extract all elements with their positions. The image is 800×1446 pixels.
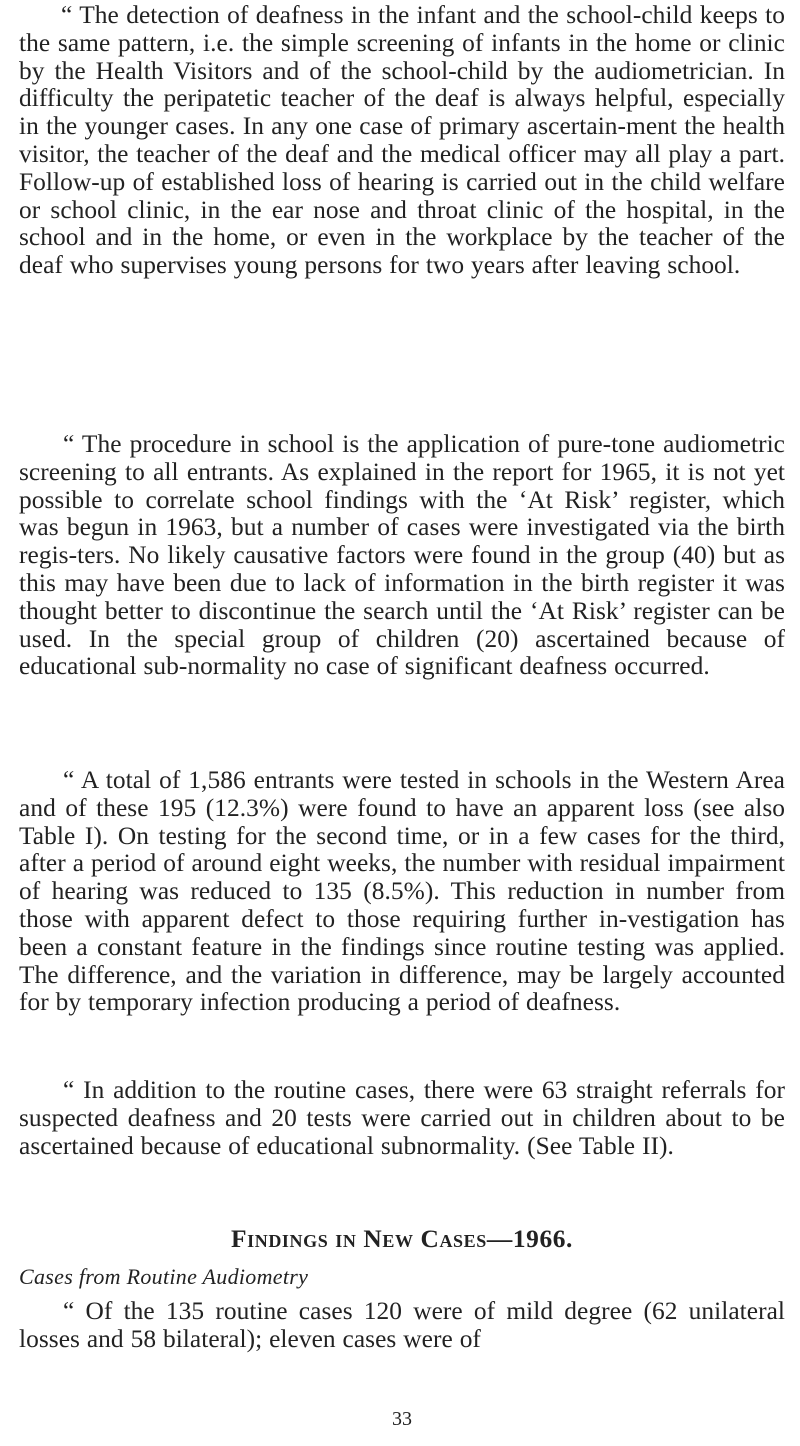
paragraph-school-procedure: “ The procedure in school is the application of pure-tone audiometric screening to all entrants. As explained in the report for 1965, it is not yet possible to correlate school findings with the ‘At Risk’ register, which was begun in 1963, but a number of cases were investigated via the birth regis-ters. No likely causative factors were found in the group (40) but as this may have been due to lack of information in the birth register it was thought better to discontinue the search until the ‘At Risk’ register can be used. In the special group of children (20) ascertained because of educational sub-normality no case of significant deafness occurred. — [19, 430, 785, 681]
section-heading: Findings in New Cases—1966. — [231, 1225, 573, 1253]
section-subheading: Cases from Routine Audiometry — [19, 1264, 309, 1289]
paragraph-routine-cases: “ Of the 135 routine cases 120 were of mild degree (62 unilateral losses and 58 bilateral); eleven cases were of — [19, 1297, 785, 1353]
document-page — [19, 0, 785, 1446]
page-number: 33 — [392, 1408, 412, 1430]
paragraph-entrants-tested: “ A total of 1,586 entrants were tested in schools in the Western Area and of these 195 (12.3%) were found to have an apparent loss (see also Table I). On testing for the second time, or in a few cases for the third, after a period of around eight weeks, the number with residual impairment of hearing was reduced to 135 (8.5%). This reduction in number from those with apparent defect to those requiring further in-vestigation has been a constant feature in the findings since routine testing was applied. The difference, and the variation in difference, may be largely accounted for by temporary infection producing a period of deafness. — [19, 766, 785, 1017]
paragraph-detection-of-deafness: “ The detection of deafness in the infant and the school-child keeps to the same pattern, i.e. the simple screening of infants in the home or clinic by the Health Visitors and of the school-child by the audiometrician. In difficulty the peripatetic teacher of the deaf is always helpful, especially in the younger cases. In any one case of primary ascertain-ment the health visitor, the teacher of the deaf and the medical officer may all play a part. Follow-up of established loss of hearing is carried out in the child welfare or school clinic, in the ear nose and throat clinic of the hospital, in the school and in the home, or even in the workplace by the teacher of the deaf who supervises young persons for two years after leaving school. — [19, 1, 785, 280]
paragraph-additional-referrals: “ In addition to the routine cases, there were 63 straight referrals for suspected deafness and 20 tests were carried out in children about to be ascertained because of educational subnormality. (See Table II). — [19, 1076, 785, 1160]
